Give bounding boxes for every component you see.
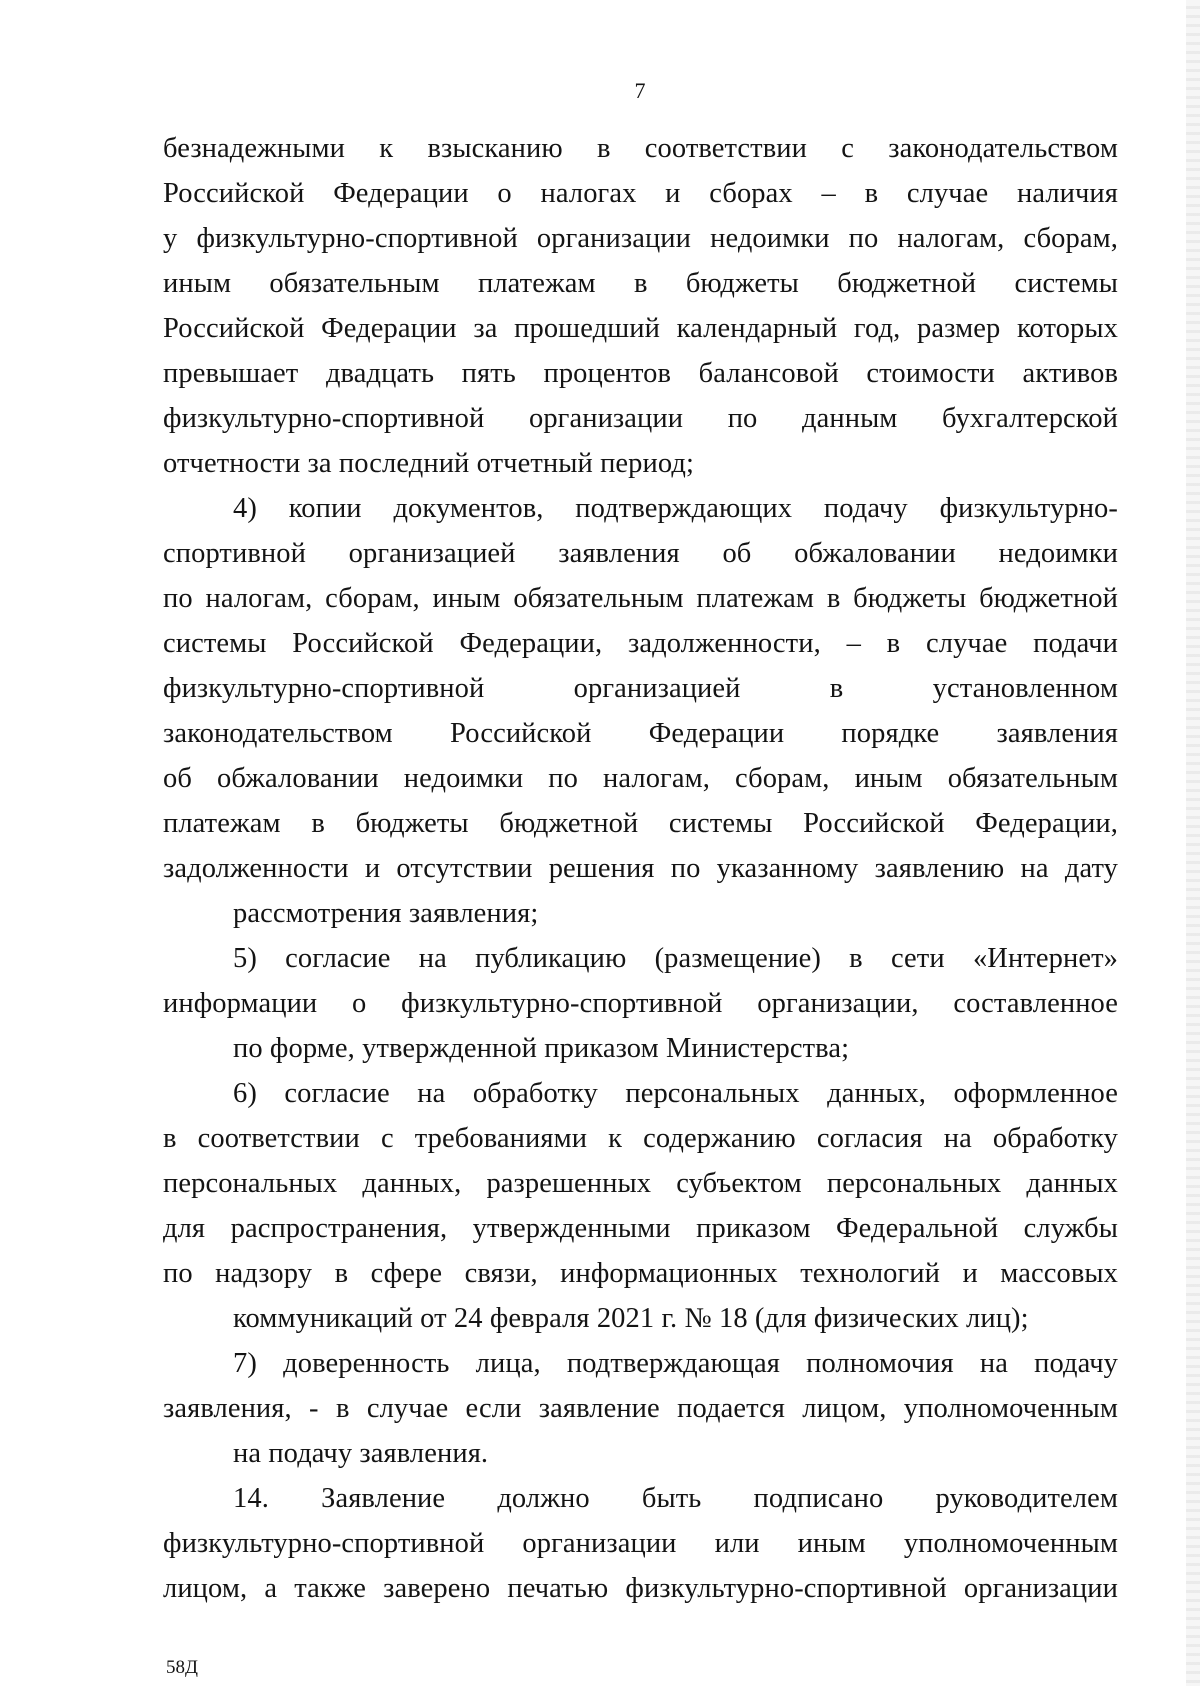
text-line: персональных данных, разрешенных субъектом персональных данных xyxy=(163,1168,1118,1199)
text-line: 7) доверенность лица, подтверждающая полномочия на подачу xyxy=(233,1348,1118,1379)
text-line: спортивной организацией заявления об обжаловании недоимки xyxy=(163,538,1118,569)
scan-edge xyxy=(1186,0,1200,1686)
text-line: по налогам, сборам, иным обязательным платежам в бюджеты бюджетной xyxy=(163,583,1118,614)
list-item-7 xyxy=(163,1341,1118,1476)
text-line: у физкультурно-спортивной организации недоимки по налогам, сборам, xyxy=(163,223,1118,254)
text-line: по надзору в сфере связи, информационных технологий и массовых xyxy=(163,1258,1118,1289)
list-item-6 xyxy=(163,1071,1118,1341)
list-item-5 xyxy=(163,936,1118,1071)
text-line: физкультурно-спортивной организации или иным уполномоченным xyxy=(163,1528,1118,1559)
footer-code: 58Д xyxy=(166,1657,198,1678)
text-line: платежам в бюджеты бюджетной системы Российской Федерации, xyxy=(163,808,1118,839)
text-line: 14. Заявление должно быть подписано руководителем xyxy=(233,1483,1118,1514)
text-line: заявления, - в случае если заявление подается лицом, уполномоченным xyxy=(163,1393,1118,1424)
text-line: об обжаловании недоимки по налогам, сборам, иным обязательным xyxy=(163,763,1118,794)
text-line: превышает двадцать пять процентов балансовой стоимости активов xyxy=(163,358,1118,389)
text-line: лицом, а также заверено печатью физкультурно-спортивной организации xyxy=(163,1573,1118,1604)
text-line: для распространения, утвержденными приказом Федеральной службы xyxy=(163,1213,1118,1244)
list-item-4 xyxy=(163,486,1118,936)
text-line: 4) копии документов, подтверждающих подачу физкультурно- xyxy=(233,493,1118,524)
text-line: в соответствии с требованиями к содержанию согласия на обработку xyxy=(163,1123,1118,1154)
document-body xyxy=(163,126,1118,1611)
paragraph-continuation xyxy=(163,126,1118,486)
text-line: физкультурно-спортивной организации по данным бухгалтерской xyxy=(163,403,1118,434)
text-line: по форме, утвержденной приказом Министерства; xyxy=(233,1033,850,1064)
text-line: рассмотрения заявления; xyxy=(233,898,539,929)
text-line: задолженности и отсутствии решения по указанному заявлению на дату xyxy=(163,853,1118,884)
text-line: информации о физкультурно-спортивной организации, составленное xyxy=(163,988,1118,1019)
text-line: Российской Федерации о налогах и сборах – в случае наличия xyxy=(163,178,1118,209)
text-line: физкультурно-спортивной организацией в установленном xyxy=(163,673,1118,704)
text-line: коммуникаций от 24 февраля 2021 г. № 18 (для физических лиц); xyxy=(233,1303,1029,1334)
text-line: отчетности за последний отчетный период; xyxy=(163,448,695,479)
text-line: на подачу заявления. xyxy=(233,1438,489,1469)
page-number: 7 xyxy=(634,78,646,103)
clause-14 xyxy=(163,1476,1118,1611)
text-line: законодательством Российской Федерации порядке заявления xyxy=(163,718,1118,749)
text-line: 6) согласие на обработку персональных данных, оформленное xyxy=(233,1078,1118,1109)
text-line: 5) согласие на публикацию (размещение) в сети «Интернет» xyxy=(233,943,1118,974)
text-line: системы Российской Федерации, задолженности, – в случае подачи xyxy=(163,628,1118,659)
text-line: иным обязательным платежам в бюджеты бюджетной системы xyxy=(163,268,1118,299)
text-line: Российской Федерации за прошедший календарный год, размер которых xyxy=(163,313,1118,344)
text-line: безнадежными к взысканию в соответствии с законодательством xyxy=(163,133,1118,164)
